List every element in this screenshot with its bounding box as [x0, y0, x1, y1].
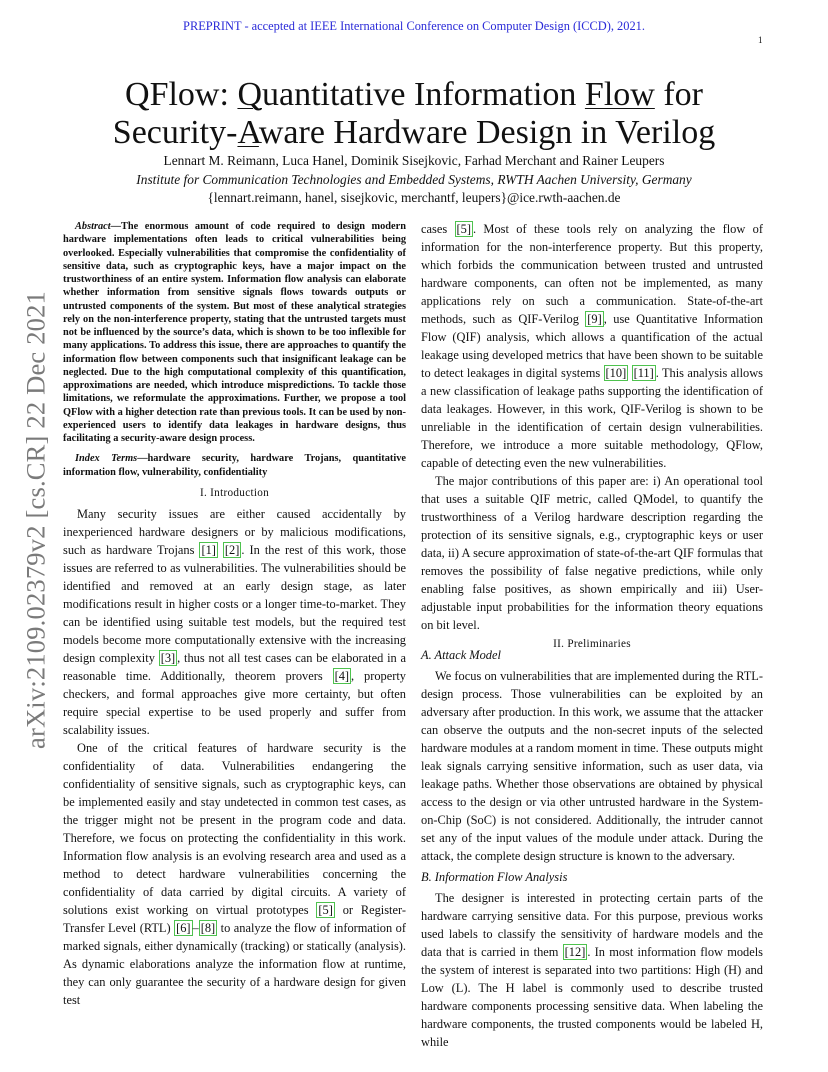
- citation-link[interactable]: [9]: [587, 312, 602, 326]
- paragraph-text: The designer is interested in protecting certain parts of the hardware carrying sensitive data. For this purpose, previous works used labels to classify the sensitivity of hardware models and the data that is carried in them: [421, 891, 763, 959]
- abstract-text: —The enormous amount of code required to design modern hardware implementations often leads to critical vulnerabilities being overlooked. Especially vulnerabilities that compromise the confidentiality of sensitive data, such as cryptographic keys, have a major impact on the trustworthiness of an entire system. Information flow analysis can elaborate whether information from sensitive signals flows towards outputs or untrusted components of the system. But most of these analytical strategies rely on the non-interference property, stating that the untrusted targets must not be influenced by the source’s data, which is shown to be too inflexible for many applications. To address this issue, there are approaches to quantify the information flow between components such that insignificant leakage can be neglected. Due to the high computational complexity of this quantification, approximations are needed, which introduce mispredictions. To tackle those limitations, we reformulate the approximations. Further, we propose a tool QFlow with a higher detection rate than previous tools. It can be used by non-experienced users to identify data leakages in hardware designs, thus facilitating a security-aware design process.: [63, 221, 406, 444]
- paper-title: [60, 76, 768, 152]
- paragraph-text: , property checkers, and formal approaches give more certainty, but often require special expertise to be used properly and suffer from scalability issues.: [63, 668, 406, 737]
- author-emails: {lennart.reimann, hanel, sisejkovic, merchantf, leupers}@ice.rwth-aachen.de: [207, 190, 621, 205]
- intro-paragraph-1: [63, 505, 406, 739]
- preprint-note: PREPRINT - accepted at IEEE International Conference on Computer Design (ICCD), 2021.: [183, 19, 645, 33]
- affiliation: Institute for Communication Technologies and Embedded Systems, RWTH Aachen University, Germany: [136, 172, 692, 187]
- citation-link[interactable]: [3]: [160, 650, 176, 665]
- right-column: [421, 220, 763, 1051]
- information-flow-paragraph: [421, 889, 763, 1051]
- citation-link[interactable]: [12]: [564, 945, 586, 959]
- paragraph-text: . In the rest of this work, those issues are referred to as vulnerabilities. The vulnerabilities should be identified and removed at an early design stage, as later modifications result in higher costs or a longer time-to-market. They can be identified using suitable test models, but the required test models become more computationally extensive with the increasing design complexity: [63, 542, 406, 665]
- abstract: [63, 220, 406, 445]
- index-terms-text: —hardware security, hardware Trojans, quantitative information flow, vulnerability, confidentiality: [63, 453, 406, 478]
- citation-link[interactable]: [5]: [456, 222, 471, 236]
- paragraph-text: , thus not all test cases can be elaborated in a reasonable time. Additionally, theorem provers: [63, 650, 406, 683]
- citation-link[interactable]: [10]: [605, 366, 627, 380]
- paragraph-text: to analyze the flow of information of marked signals, either dynamically (tracking) or statically (analysis). As dynamic elaborations analyze the information flow at runtime, they can only guarantee the security of a hardware design for given test: [63, 920, 406, 1007]
- title-underlined-letter: A: [237, 114, 259, 151]
- contributions-paragraph: The major contributions of this paper are: i) An operational tool that uses a suitable QIF metric, called QModel, to quantify the trustworthiness of a Verilog hardware description regarding the protection of its sensitive signals, e.g., cryptographic keys or user data, ii) A secure approximation of state-of-the-art QIF formulas that removes the possibility of false negative predictions, while only enabling false positives, as shown empirically and iii) User-adjustable input probabilities for the information theory equations on bit level.: [421, 474, 763, 632]
- section-heading-preliminaries: II. Preliminaries: [553, 638, 631, 650]
- arxiv-sidebar: [16, 285, 56, 755]
- title-text: Security-: [112, 114, 238, 151]
- left-column: [63, 220, 406, 1009]
- page-number: 1: [758, 35, 763, 45]
- citation-link[interactable]: [11]: [633, 366, 654, 380]
- citation-link[interactable]: [2]: [224, 542, 240, 557]
- title-underlined-word: Flow: [584, 76, 655, 113]
- paragraph-text: , use Quantitative Information Flow (QIF) analysis, which allows a quantification of the actual leakage using developed metrics that have been shown to be suitable to detect leakages in digital systems: [421, 312, 763, 380]
- paragraph-text: . Most of these tools rely on analyzing the flow of information for the non-interference property. But this property, which forbids the communication between trusted and untrusted hardware components, can often not be implemented, as many applications rely on such a communication. State-of-the-art methods, such as QIF-Verilog: [421, 222, 764, 326]
- arxiv-identifier[interactable]: arXiv:2109.02379v2 [cs.CR] 22 Dec 2021: [20, 290, 51, 750]
- title-text: QFlow:: [125, 76, 238, 113]
- index-terms: [63, 452, 406, 479]
- citation-link[interactable]: [4]: [334, 668, 350, 683]
- paragraph-text: . In most information flow models the system of interest is separated into two partitions: High (H) and Low (L). The H label is commonly used to describe trusted hardware components processing sensitive data. When labeling the hardware components, the trusted components would be labeled H, while: [421, 945, 763, 1049]
- citation-link[interactable]: [1]: [201, 542, 216, 557]
- intro-paragraph-3: [421, 220, 763, 472]
- citation-link[interactable]: [5]: [318, 902, 333, 917]
- title-text: for: [654, 76, 703, 113]
- subsection-heading-attack-model: A. Attack Model: [421, 648, 501, 662]
- intro-paragraph-2: One of the critical features of hardware security is the confidentiality of data. Vulnerabilities endangering the confidentiality of sensitive signals, such as cryptographic keys, can be implemented easily and stay undetected in common test cases, as the trigger might not be present in the program code and data. Therefore, we focus on protecting the confidentiality in this work. Information flow analysis is an evolving research area and used as a method to detect hardware vulnerabilities concerning the confidentiality of data carried by digital circuits. A variety of solutions exist working on virtual prototypes [5] or Register-Transfer Level (RTL) [6] – [8] to analyze the flow of information of marked signals, either dynamically (tracking) or statically (analysis). As dynamic elaborations analyze the information flow at runtime, they can only guarantee the security of a hardware design for given test: [63, 740, 407, 1007]
- paragraph-text: Many security issues are either caused accidentally by inexperienced hardware designers or by malicious modifications, such as hardware Trojans: [63, 506, 406, 557]
- index-terms-label: Index Terms: [75, 453, 138, 465]
- paragraph-text: . This analysis allows a new classification of leakage paths supporting the identification of data leakages. However, in this work, QIF-Verilog is shown to be unreliable in the identification of certain design vulnerabilities. Therefore, we introduce a more suitable methodology, QFlow, capable of detecting even the new vulnerabilities.: [421, 366, 763, 470]
- author-list: Lennart M. Reimann, Luca Hanel, Dominik Sisejkovic, Farhad Merchant and Rainer Leupers: [163, 153, 665, 168]
- attack-model-paragraph: We focus on vulnerabilities that are implemented during the RTL-design process. Those vulnerabilities can be exploited by an adversary after production. In this work, we assume that the attacker can observe the outputs and the non-secret inputs of the selected hardware modules at a random moment in time. These outputs might leak signals carrying sensitive information, such as user data, via leakage paths. Whether those observations are obtained by physical access to the design or via other untrusted hardware in the System-on-Chip (SoC) is not considered. Additionally, the intruder cannot set any of the input values of the module under attack. During the attack, the complete design structure is known to the adversary.: [421, 669, 763, 863]
- paragraph-text: cases: [421, 222, 455, 236]
- abstract-label: Abstract: [75, 221, 111, 232]
- title-underlined-letter: Q: [237, 76, 262, 113]
- subsection-heading-information-flow: B. Information Flow Analysis: [421, 870, 568, 884]
- title-text: ware Hardware Design in Verilog: [258, 114, 716, 151]
- paragraph-text: or Register-Transfer Level (RTL): [63, 902, 407, 935]
- title-text: uantitative Information: [262, 76, 585, 113]
- paragraph-text: One of the critical features of hardware security is the confidentiality of data. Vulnerabilities endangering the confidentiality of sensitive signals, such as cryptographic keys, can be implemented easily and stay undetected in common test cases, as the trigger might not be present in the program code and data. Therefore, we focus on protecting the confidentiality in this work. Information flow analysis is an evolving research area and used as a method to detect hardware vulnerabilities concerning the confidentiality of data carried by digital circuits. A variety of solutions exist working on virtual prototypes: [63, 740, 406, 917]
- citation-link[interactable]: [6]: [176, 920, 191, 935]
- citation-link[interactable]: [8]: [200, 920, 216, 935]
- section-heading-introduction: I. Introduction: [199, 486, 270, 499]
